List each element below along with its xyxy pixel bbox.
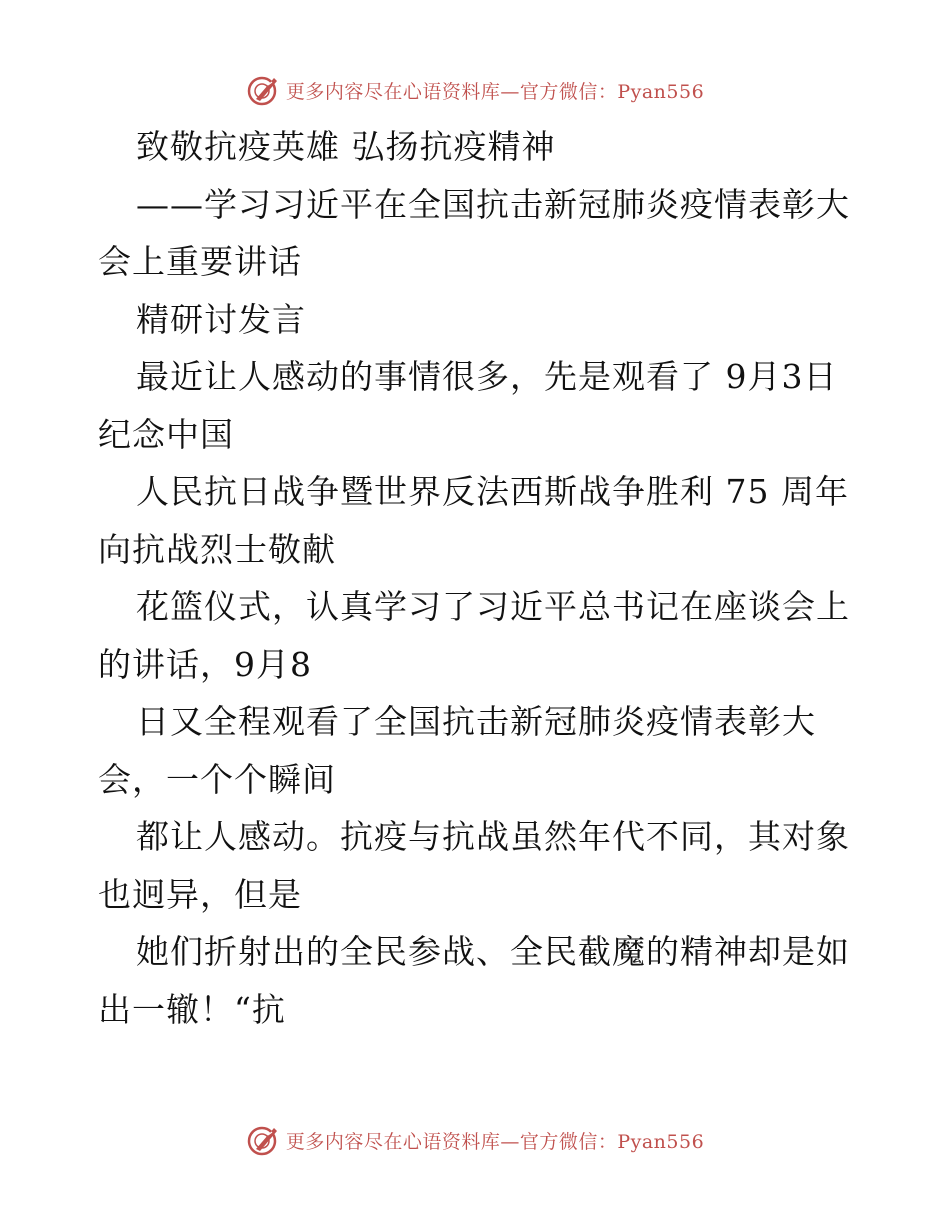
text-line: 日又全程观看了全国抗击新冠肺炎疫情表彰大	[136, 702, 816, 741]
text-line: 会上重要讲话	[98, 242, 302, 281]
text-line: 的讲话，9月8	[98, 644, 312, 684]
text-line: 会，一个个瞬间	[98, 759, 336, 799]
text-line: 人民抗日战争暨世界反法西斯战争胜利 75 周年	[136, 472, 849, 511]
text-line: 向抗战烈士敬献	[98, 529, 336, 569]
header-banner	[0, 70, 950, 110]
text-line: 纪念中国	[98, 414, 234, 454]
text-line: 出一辙！“抗	[98, 989, 286, 1029]
quill-logo-icon	[246, 1123, 280, 1157]
footer-banner	[0, 1120, 950, 1160]
quill-logo-icon	[246, 73, 280, 107]
text-line: 她们折射出的全民参战、全民截魔的精神却是如	[136, 932, 850, 971]
text-line: 花篮仪式，认真学习了习近平总书记在座谈会上	[136, 587, 850, 626]
text-line: 精研讨发言	[136, 299, 306, 339]
document-body	[98, 118, 858, 1038]
text-line: 致敬抗疫英雄 弘扬抗疫精神	[136, 127, 556, 166]
footer-banner-text: 更多内容尽在心语资料库—官方微信：Pyan556	[285, 1130, 705, 1153]
text-line: 也迥异，但是	[98, 874, 302, 914]
text-line: 都让人感动。抗疫与抗战虽然年代不同，其对象	[136, 817, 850, 856]
text-line: ——学习习近平在全国抗击新冠肺炎疫情表彰大	[136, 184, 850, 224]
text-line: 最近让人感动的事情很多，先是观看了 9月3日	[136, 357, 838, 396]
header-banner-text: 更多内容尽在心语资料库—官方微信：Pyan556	[285, 80, 705, 103]
